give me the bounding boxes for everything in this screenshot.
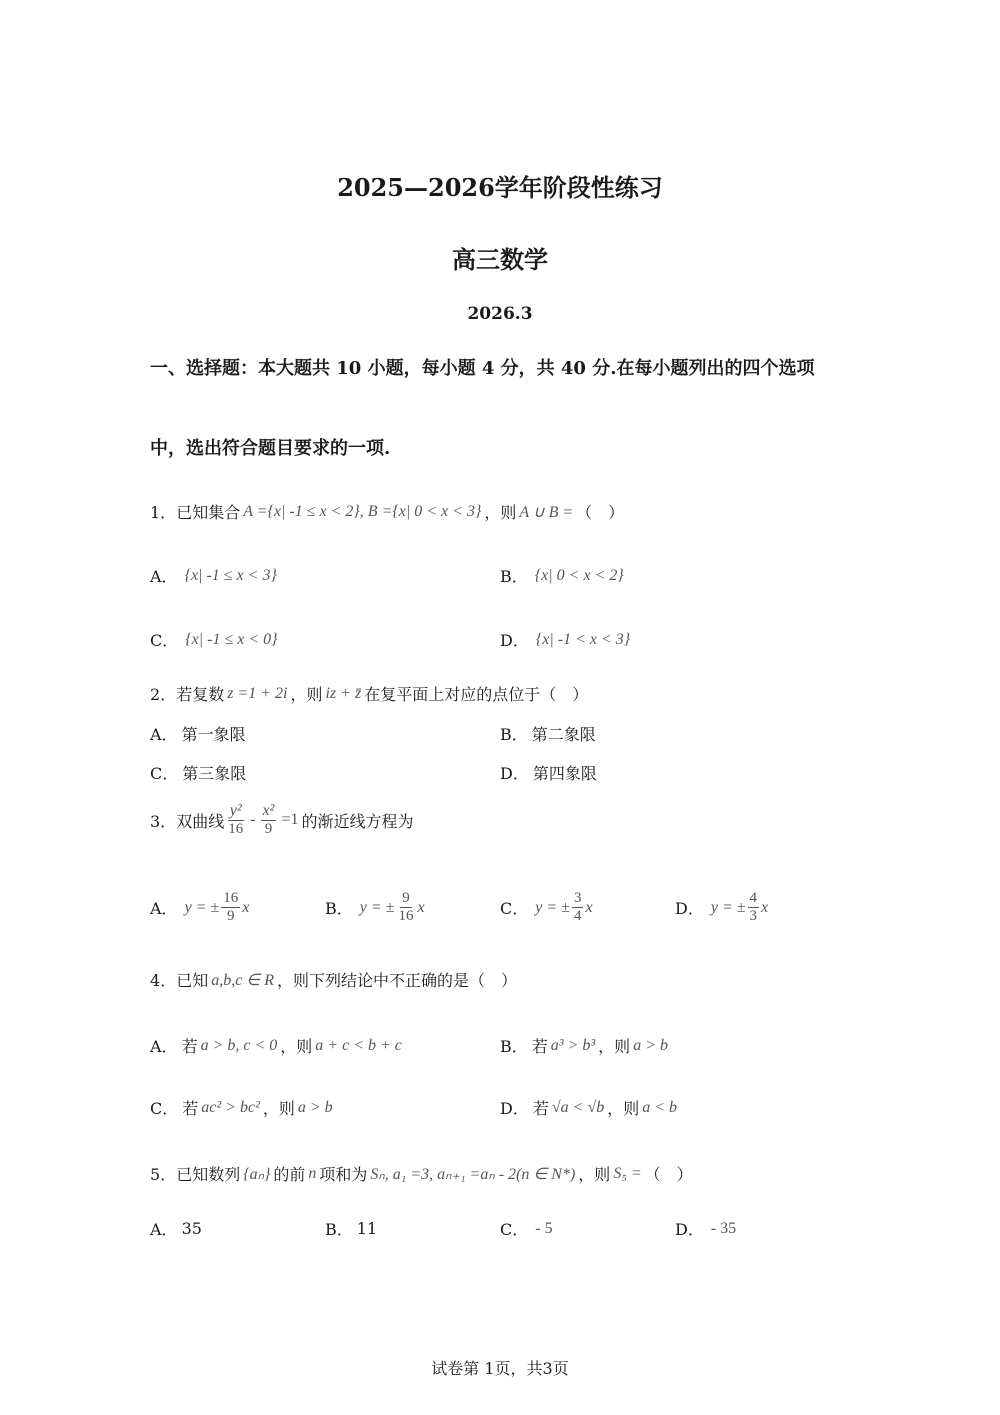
option-math: x — [417, 898, 425, 916]
math-expression: n — [308, 1164, 317, 1182]
fraction — [748, 890, 760, 926]
option-4c[interactable] — [150, 1096, 336, 1119]
math-expression: Sₙ, a₁ =3, aₙ₊₁ =aₙ - 2(n ∈ N*) — [370, 1165, 576, 1183]
option-math: a > b, c < 0 — [200, 1036, 278, 1054]
option-math: y = ± — [184, 898, 220, 916]
math-expression: iz + z̄ — [325, 684, 362, 702]
option-3b[interactable] — [325, 890, 428, 926]
option-text: 若 — [531, 1037, 548, 1056]
option-text: 若 — [181, 1037, 198, 1056]
option-math: a > b — [297, 1098, 333, 1116]
question-text: （ ） — [576, 503, 625, 522]
exam-date: 2026.3 — [467, 304, 533, 324]
question-text: 已知集合 — [176, 503, 241, 522]
fraction-numerator: 9 — [400, 890, 412, 908]
option-label: A． — [150, 567, 178, 586]
question-text: （ ） — [644, 1165, 693, 1184]
option-2d[interactable] — [500, 761, 597, 784]
question-text: ，则 — [484, 503, 517, 522]
fraction-numerator: 3 — [572, 890, 584, 908]
option-math: {x| -1 ≤ x < 0} — [185, 630, 278, 648]
option-5c[interactable] — [500, 1217, 556, 1240]
option-math: y = ± — [535, 898, 570, 916]
fraction-numerator: y² — [228, 802, 244, 821]
option-1a[interactable] — [150, 564, 280, 587]
option-text: 第三象限 — [182, 764, 247, 783]
fraction-denominator: 16 — [228, 821, 244, 838]
fraction-numerator: 4 — [748, 890, 760, 908]
option-math: - 5 — [535, 1219, 553, 1237]
option-math: a > b — [633, 1036, 668, 1054]
fraction — [572, 890, 584, 926]
option-math: a³ > b³ — [550, 1036, 596, 1054]
option-label: D． — [675, 899, 704, 919]
question-text: 项和为 — [319, 1165, 368, 1184]
option-text: ，则 — [280, 1037, 313, 1056]
option-math: x — [761, 898, 769, 916]
option-5d[interactable] — [675, 1217, 739, 1240]
option-text: 第二象限 — [531, 725, 596, 744]
option-math: y = ± — [710, 898, 746, 916]
option-label: B． — [325, 899, 353, 919]
option-2c[interactable] — [150, 761, 246, 784]
equals-one: =1 — [281, 811, 299, 829]
option-text: ，则 — [598, 1037, 631, 1056]
option-label: D． — [500, 631, 529, 650]
option-label: A． — [150, 725, 178, 744]
option-3c[interactable] — [500, 890, 596, 926]
fraction-denominator: 4 — [573, 908, 582, 925]
option-label: C． — [150, 1099, 179, 1118]
option-math: ac² > bc² — [201, 1098, 260, 1116]
option-4b[interactable] — [500, 1034, 671, 1057]
exam-subject: 高三数学 — [452, 245, 548, 274]
option-math: x — [585, 898, 593, 916]
option-5a[interactable] — [150, 1217, 202, 1240]
math-expression: a,b,c ∈ R — [211, 971, 275, 989]
question-text: ，则 — [578, 1165, 611, 1184]
question-number: 3． — [150, 811, 177, 831]
page-footer: 试卷第 1页，共3页 — [431, 1359, 569, 1378]
option-label: D． — [500, 764, 529, 783]
minus-sign: - — [250, 811, 256, 829]
option-text: 第一象限 — [181, 725, 246, 744]
option-label: D． — [675, 1220, 704, 1239]
question-text: 双曲线 — [176, 811, 225, 831]
math-expression: A ∪ B = — [519, 503, 574, 521]
question-2 — [150, 682, 588, 705]
question-text: ，则 — [290, 685, 323, 704]
option-1b[interactable] — [500, 564, 627, 587]
question-3 — [150, 802, 413, 839]
section-heading-line1: 一、选择题：本大题共 10 小题，每小题 4 分，共 40 分.在每小题列出的四个选项 — [150, 358, 815, 379]
option-label: B． — [500, 567, 528, 586]
question-number: 4． — [150, 971, 177, 990]
option-label: C． — [150, 764, 179, 783]
option-math: y = ± — [359, 898, 395, 916]
option-math: a < b — [642, 1098, 678, 1116]
option-label: B． — [500, 1037, 528, 1056]
option-label: C． — [500, 1220, 529, 1239]
question-text: 的渐近线方程为 — [301, 811, 414, 831]
option-label: C． — [500, 899, 529, 919]
option-2b[interactable] — [500, 722, 596, 745]
question-text: 的前 — [273, 1165, 306, 1184]
option-math: x — [242, 898, 250, 916]
option-math: - 35 — [710, 1219, 737, 1237]
option-math: {x| 0 < x < 2} — [534, 566, 624, 584]
fraction-denominator: 9 — [264, 821, 273, 838]
option-math: {x| -1 ≤ x < 3} — [184, 566, 277, 584]
option-label: B． — [325, 1220, 353, 1239]
question-text: ，则下列结论中不正确的是（ ） — [277, 971, 518, 990]
section-heading-line2: 中，选出符合题目要求的一项. — [150, 438, 391, 459]
question-1 — [150, 500, 624, 523]
option-label: B． — [500, 725, 528, 744]
option-3d[interactable] — [675, 890, 771, 926]
fraction-denominator: 3 — [749, 908, 758, 925]
option-text: 若 — [532, 1099, 549, 1118]
question-text: 在复平面上对应的点位于（ ） — [364, 685, 589, 704]
question-text: 已知数列 — [176, 1165, 241, 1184]
option-label: D． — [500, 1099, 529, 1118]
question-4 — [150, 968, 517, 991]
math-expression: S₅ = — [613, 1164, 642, 1182]
option-math: √a < √b — [551, 1098, 605, 1116]
question-number: 5． — [150, 1165, 177, 1184]
fraction-numerator: 16 — [221, 890, 240, 908]
option-text: 第四象限 — [532, 764, 597, 783]
question-text: 若复数 — [176, 685, 225, 704]
option-text: ，则 — [607, 1099, 640, 1118]
option-label: A． — [150, 899, 178, 919]
math-expression: A ={x| -1 ≤ x < 2}, B ={x| 0 < x < 3} — [243, 502, 482, 520]
option-text: ，则 — [262, 1099, 295, 1118]
option-label: A． — [150, 1220, 178, 1239]
option-label: C． — [150, 631, 179, 650]
fraction-denominator: 16 — [398, 908, 414, 925]
option-4d[interactable] — [500, 1096, 680, 1119]
question-text: 已知 — [176, 971, 209, 990]
math-expression: {aₙ} — [243, 1165, 271, 1183]
option-4a[interactable] — [150, 1034, 405, 1057]
option-label: A． — [150, 1037, 178, 1056]
fraction-numerator: x² — [261, 802, 277, 821]
question-5 — [150, 1162, 693, 1185]
option-1d[interactable] — [500, 628, 633, 651]
option-text: 11 — [356, 1219, 378, 1238]
fraction — [221, 890, 240, 926]
option-5b[interactable] — [325, 1217, 377, 1240]
fraction-denominator: 9 — [227, 908, 235, 925]
option-3a[interactable] — [150, 890, 252, 926]
option-math: a + c < b + c — [315, 1036, 402, 1054]
fraction — [226, 802, 245, 839]
fraction — [261, 802, 277, 839]
option-text: 若 — [182, 1099, 199, 1118]
question-number: 1． — [150, 503, 177, 522]
option-math: {x| -1 < x < 3} — [535, 630, 631, 648]
option-1c[interactable] — [150, 628, 281, 651]
math-expression: z =1 + 2i — [227, 684, 288, 702]
option-text: 35 — [181, 1219, 202, 1238]
option-2a[interactable] — [150, 722, 246, 745]
exam-title: 2025—2026学年阶段性练习 — [337, 173, 663, 202]
fraction — [396, 890, 415, 926]
question-number: 2． — [150, 685, 177, 704]
